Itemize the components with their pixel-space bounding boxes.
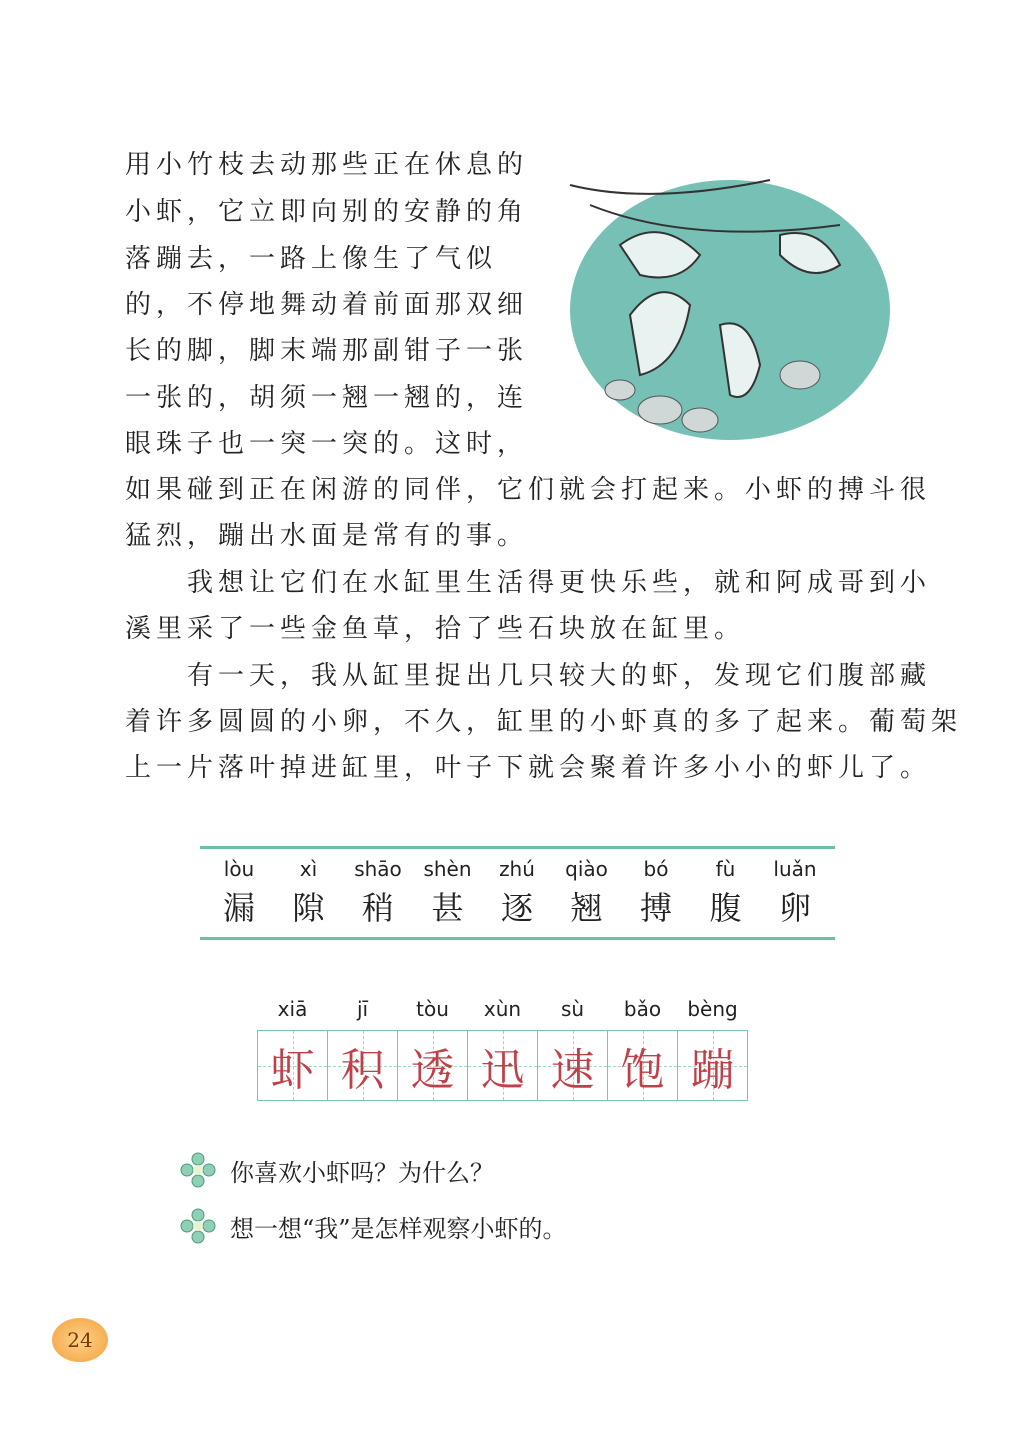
paragraph-line: 一张的，胡须一翘一翘的，连 (125, 383, 529, 413)
writing-cell (677, 997, 748, 1101)
vocab-word (204, 857, 274, 929)
paragraph-line: 用小竹枝去动那些正在休息的 (125, 150, 529, 180)
paragraph-line: 着许多圆圆的小卵，不久，缸里的小虾真的多了起来。葡萄架 (125, 707, 963, 737)
paragraph-line: 眼珠子也一突一突的。这时， (125, 429, 529, 459)
paragraph-line: 上一片落叶掉进缸里，叶子下就会聚着许多小小的虾儿了。 (125, 753, 932, 783)
character: 翘 (570, 889, 603, 927)
character: 蹦 (690, 1044, 735, 1096)
character: 饱 (620, 1044, 665, 1096)
pinyin: shāo (354, 857, 402, 881)
character: 搏 (639, 889, 672, 927)
paragraph-line: 如果碰到正在闲游的同伴，它们就会打起来。小虾的搏斗很 (125, 475, 932, 505)
paragraph-line: 落蹦去，一路上像生了气似 (125, 244, 498, 274)
character: 漏 (222, 889, 255, 927)
vocab-word (621, 857, 691, 929)
paragraph-line: 有一天，我从缸里捉出几只较大的虾，发现它们腹部藏 (125, 661, 932, 691)
vocab-word (552, 857, 622, 929)
writing-grid (258, 997, 748, 1101)
page-number: 24 (52, 1318, 108, 1362)
character: 迅 (480, 1044, 525, 1096)
flower-icon (180, 1152, 216, 1188)
pinyin: fù (715, 857, 736, 881)
question-text: 想一想“我”是怎样观察小虾的。 (230, 1214, 567, 1243)
vocab-word (274, 857, 344, 929)
paragraph-line: 我想让它们在水缸里生活得更快乐些，就和阿成哥到小 (125, 568, 932, 598)
shrimp-illustration (560, 175, 895, 450)
vocabulary-box (200, 846, 835, 940)
writing-cell (327, 997, 398, 1101)
flower-icon (180, 1208, 216, 1244)
vocab-word (482, 857, 552, 929)
paragraph-line: 的，不停地舞动着前面那双细 (125, 290, 529, 320)
vocab-word (343, 857, 413, 929)
pinyin: xì (299, 857, 318, 881)
paragraph-line: 长的脚，脚末端那副钳子一张 (125, 336, 529, 366)
vocab-word (413, 857, 483, 929)
question-text: 你喜欢小虾吗？为什么？ (230, 1158, 494, 1187)
pinyin: xùn (483, 997, 522, 1021)
character: 甚 (431, 889, 464, 927)
paragraph-line: 溪里采了一些金鱼草，拾了些石块放在缸里。 (125, 614, 746, 644)
character: 速 (550, 1044, 595, 1096)
pinyin: zhú (499, 857, 535, 881)
pinyin: luǎn (773, 857, 817, 881)
character: 逐 (500, 889, 533, 927)
paragraph-line: 猛烈，蹦出水面是常有的事。 (125, 521, 529, 551)
writing-cell (467, 997, 538, 1101)
character: 积 (340, 1044, 385, 1096)
vocab-word (691, 857, 761, 929)
pinyin: bǎo (623, 997, 662, 1021)
character: 透 (410, 1044, 455, 1096)
character: 隙 (292, 889, 325, 927)
pinyin: sù (560, 997, 585, 1021)
pinyin: bó (643, 857, 669, 881)
character: 卵 (778, 889, 811, 927)
pinyin: shèn (423, 857, 472, 881)
writing-cell (537, 997, 608, 1101)
writing-cell (607, 997, 678, 1101)
vocab-word (760, 857, 830, 929)
question-1 (180, 1152, 494, 1188)
pinyin: tòu (416, 997, 449, 1021)
paragraph-line: 小虾，它立即向别的安静的角 (125, 197, 529, 227)
writing-cell (257, 997, 328, 1101)
pinyin: lòu (223, 857, 255, 881)
pinyin: qiào (565, 857, 608, 881)
pinyin: xiā (277, 997, 308, 1021)
character: 稍 (361, 889, 394, 927)
character: 虾 (270, 1044, 315, 1096)
question-2 (180, 1208, 567, 1244)
writing-cell (397, 997, 468, 1101)
pinyin: bèng (687, 997, 738, 1021)
pinyin: jī (356, 997, 369, 1021)
character: 腹 (709, 889, 742, 927)
